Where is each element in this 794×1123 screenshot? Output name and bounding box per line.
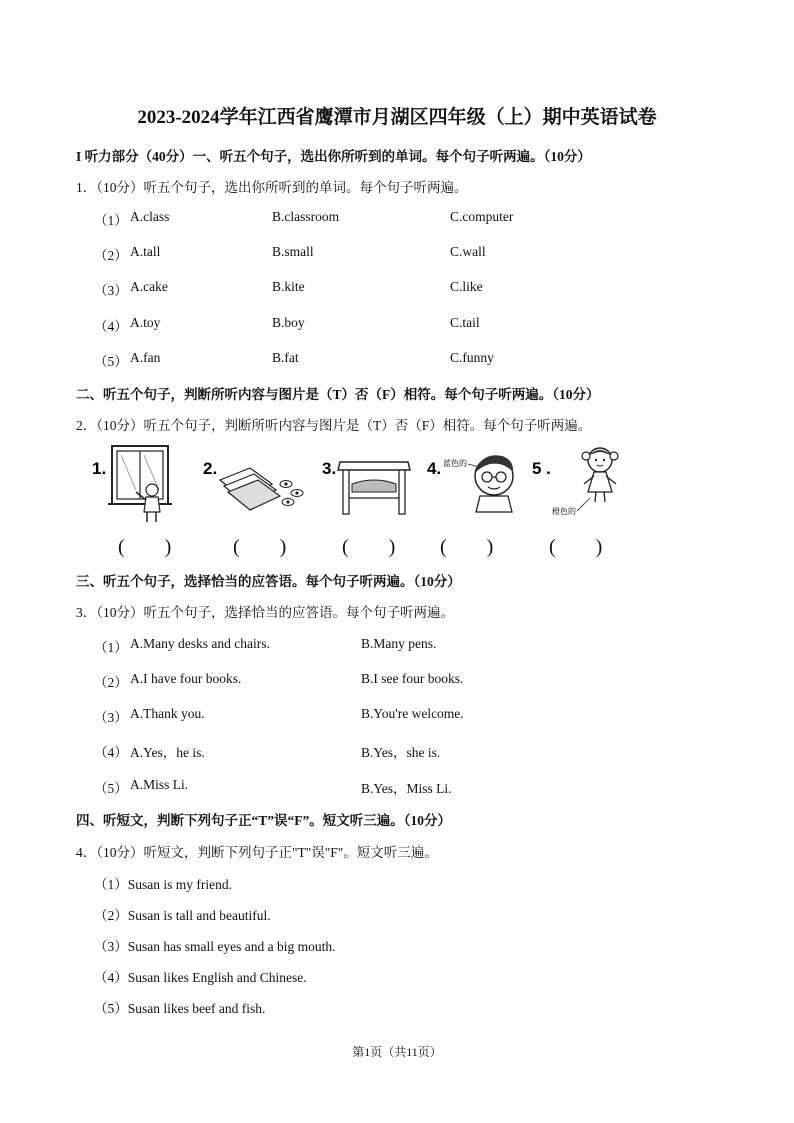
option-a: A.I have four books. (130, 671, 242, 686)
option-b: B.small (272, 244, 314, 259)
option-a: A.fan (130, 350, 161, 365)
picture-strip (90, 440, 650, 530)
option-b: B.I see four books. (361, 671, 464, 686)
option-number: （5） (94, 354, 128, 369)
option-number: （4） (94, 745, 128, 760)
option-number: （1） (94, 640, 128, 655)
picture-number: 3. (322, 459, 337, 478)
option-c: C.like (450, 279, 483, 294)
option-a: A.tall (130, 244, 161, 259)
answer-blank[interactable]: ( ) (342, 536, 396, 558)
option-number: （4） (94, 319, 128, 334)
question-2: 2．（10分）听五个句子，判断所听内容与图片是（T）否（F）相符。每个句子听两遍。 (76, 418, 592, 433)
option-c: C.funny (450, 350, 494, 365)
option-a: A.class (130, 209, 170, 224)
question-1: 1．（10分）听五个句子，选出你所听到的单词。每个句子听两遍。 (76, 180, 468, 195)
statement-item: （5）Susan likes beef and fish. (94, 1001, 266, 1016)
option-a: A.toy (130, 315, 161, 330)
statement-item: （4）Susan likes English and Chinese. (94, 970, 307, 985)
window-picture (92, 446, 172, 522)
option-number: （2） (94, 675, 128, 690)
desk-picture (322, 459, 410, 514)
answer-blank[interactable]: ( ) (233, 536, 287, 558)
picture-number: 1. (92, 459, 107, 478)
picture-number: 5 . (532, 459, 551, 478)
question-4: 4．（10分）听短文，判断下列句子正"T"误"F"。短文听三遍。 (76, 845, 438, 860)
option-a: A.Many desks and chairs. (130, 636, 270, 651)
option-c: C.computer (450, 209, 514, 224)
option-number: （3） (94, 283, 128, 298)
girl-picture (532, 448, 618, 516)
answer-blank[interactable]: ( ) (118, 536, 172, 558)
option-b: B.kite (272, 279, 305, 294)
page-title: 2023-2024学年江西省鹰潭市月湖区四年级（上）期中英语试卷 (137, 107, 657, 128)
option-b: B.Yes，Miss Li. (361, 781, 452, 796)
section-2-header: 二、听五个句子，判断所听内容与图片是（T）否（F）相符。每个句子听两遍。（10分） (76, 387, 600, 402)
option-a: A.Miss Li. (130, 777, 189, 792)
answer-blank[interactable]: ( ) (440, 536, 494, 558)
statement-item: （3）Susan has small eyes and a big mouth. (94, 939, 336, 954)
option-number: （2） (94, 248, 128, 263)
option-b: B.fat (272, 350, 299, 365)
picture-caption: 橙色的 (552, 507, 576, 516)
option-b: B.Many pens. (361, 636, 437, 651)
boy-picture (427, 455, 513, 512)
section-1-header: I 听力部分（40分）一、听五个句子，选出你所听到的单词。每个句子听两遍。（10分） (76, 149, 591, 164)
section-4-header: 四、听短文，判断下列句子正“T”误“F”。短文听三遍。（10分） (76, 813, 451, 828)
section-3-header: 三、听五个句子，选择恰当的应答语。每个句子听两遍。（10分） (76, 574, 461, 589)
option-c: C.tail (450, 315, 480, 330)
option-number: （5） (94, 781, 128, 796)
option-number: （3） (94, 710, 128, 725)
option-b: B.You're welcome. (361, 706, 464, 721)
question-3: 3．（10分）听五个句子，选择恰当的应答语。每个句子听两遍。 (76, 605, 454, 620)
option-number: （1） (94, 213, 128, 228)
option-c: C.wall (450, 244, 486, 259)
picture-number: 4. (427, 459, 442, 478)
statement-item: （2）Susan is tall and beautiful. (94, 908, 271, 923)
option-b: B.boy (272, 315, 305, 330)
option-b: B.Yes，she is. (361, 745, 441, 760)
statement-item: （1）Susan is my friend. (94, 877, 232, 892)
answer-blank[interactable]: ( ) (549, 536, 603, 558)
picture-number: 2. (203, 459, 218, 478)
option-a: A.cake (130, 279, 168, 294)
option-a: A.Yes，he is. (130, 745, 205, 760)
picture-caption: 蓝色的 (443, 459, 467, 468)
option-b: B.classroom (272, 209, 340, 224)
books-picture (203, 459, 303, 510)
page-footer: 第1页（共11页） (352, 1045, 442, 1059)
option-a: A.Thank you. (130, 706, 205, 721)
